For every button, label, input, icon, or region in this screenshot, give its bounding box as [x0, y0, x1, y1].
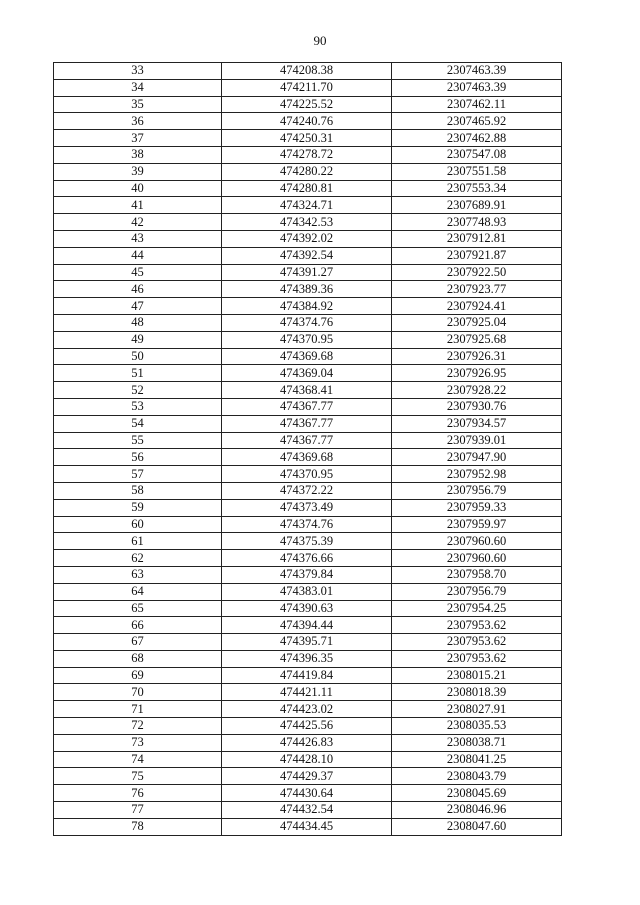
y-coordinate-cell: 2307930.76 [392, 398, 562, 415]
y-coordinate-cell: 2307939.01 [392, 432, 562, 449]
y-coordinate-cell: 2307960.60 [392, 533, 562, 550]
x-coordinate-cell: 474434.45 [222, 818, 392, 835]
y-coordinate-cell: 2307923.77 [392, 281, 562, 298]
x-coordinate-cell: 474225.52 [222, 96, 392, 113]
x-coordinate-cell: 474369.04 [222, 365, 392, 382]
table-row [54, 398, 562, 415]
y-coordinate-cell: 2307952.98 [392, 466, 562, 483]
point-number-cell: 41 [54, 197, 222, 214]
y-coordinate-cell: 2307959.33 [392, 499, 562, 516]
table-row [54, 449, 562, 466]
x-coordinate-cell: 474250.31 [222, 130, 392, 147]
table-row [54, 550, 562, 567]
table-row [54, 264, 562, 281]
x-coordinate-cell: 474370.95 [222, 466, 392, 483]
y-coordinate-cell: 2307462.11 [392, 96, 562, 113]
point-number-cell: 64 [54, 583, 222, 600]
point-number-cell: 70 [54, 684, 222, 701]
coordinates-table-body [54, 63, 562, 836]
x-coordinate-cell: 474390.63 [222, 600, 392, 617]
x-coordinate-cell: 474389.36 [222, 281, 392, 298]
x-coordinate-cell: 474396.35 [222, 650, 392, 667]
table-row [54, 751, 562, 768]
x-coordinate-cell: 474208.38 [222, 63, 392, 80]
table-row [54, 382, 562, 399]
point-number-cell: 46 [54, 281, 222, 298]
y-coordinate-cell: 2307928.22 [392, 382, 562, 399]
table-row [54, 247, 562, 264]
point-number-cell: 57 [54, 466, 222, 483]
y-coordinate-cell: 2307925.68 [392, 331, 562, 348]
point-number-cell: 72 [54, 718, 222, 735]
x-coordinate-cell: 474391.27 [222, 264, 392, 281]
y-coordinate-cell: 2307956.79 [392, 583, 562, 600]
point-number-cell: 77 [54, 802, 222, 819]
y-coordinate-cell: 2308035.53 [392, 718, 562, 735]
point-number-cell: 78 [54, 818, 222, 835]
y-coordinate-cell: 2307926.31 [392, 348, 562, 365]
point-number-cell: 73 [54, 734, 222, 751]
table-row [54, 684, 562, 701]
table-row [54, 96, 562, 113]
table-row [54, 650, 562, 667]
y-coordinate-cell: 2307689.91 [392, 197, 562, 214]
x-coordinate-cell: 474324.71 [222, 197, 392, 214]
table-row [54, 617, 562, 634]
x-coordinate-cell: 474367.77 [222, 432, 392, 449]
y-coordinate-cell: 2308038.71 [392, 734, 562, 751]
x-coordinate-cell: 474278.72 [222, 146, 392, 163]
point-number-cell: 74 [54, 751, 222, 768]
table-row [54, 466, 562, 483]
x-coordinate-cell: 474425.56 [222, 718, 392, 735]
x-coordinate-cell: 474379.84 [222, 566, 392, 583]
point-number-cell: 61 [54, 533, 222, 550]
table-row [54, 768, 562, 785]
point-number-cell: 55 [54, 432, 222, 449]
x-coordinate-cell: 474395.71 [222, 634, 392, 651]
x-coordinate-cell: 474369.68 [222, 449, 392, 466]
point-number-cell: 63 [54, 566, 222, 583]
point-number-cell: 52 [54, 382, 222, 399]
y-coordinate-cell: 2308041.25 [392, 751, 562, 768]
point-number-cell: 75 [54, 768, 222, 785]
table-row [54, 516, 562, 533]
table-row [54, 415, 562, 432]
point-number-cell: 44 [54, 247, 222, 264]
point-number-cell: 76 [54, 785, 222, 802]
table-row [54, 79, 562, 96]
y-coordinate-cell: 2307954.25 [392, 600, 562, 617]
y-coordinate-cell: 2308047.60 [392, 818, 562, 835]
table-row [54, 130, 562, 147]
point-number-cell: 45 [54, 264, 222, 281]
table-row [54, 331, 562, 348]
table-row [54, 667, 562, 684]
table-row [54, 314, 562, 331]
table-row [54, 63, 562, 80]
table-row [54, 146, 562, 163]
point-number-cell: 71 [54, 701, 222, 718]
y-coordinate-cell: 2307959.97 [392, 516, 562, 533]
y-coordinate-cell: 2307465.92 [392, 113, 562, 130]
x-coordinate-cell: 474280.81 [222, 180, 392, 197]
point-number-cell: 68 [54, 650, 222, 667]
x-coordinate-cell: 474367.77 [222, 398, 392, 415]
y-coordinate-cell: 2307956.79 [392, 482, 562, 499]
x-coordinate-cell: 474392.54 [222, 247, 392, 264]
point-number-cell: 56 [54, 449, 222, 466]
point-number-cell: 60 [54, 516, 222, 533]
table-row [54, 718, 562, 735]
y-coordinate-cell: 2307953.62 [392, 650, 562, 667]
y-coordinate-cell: 2307947.90 [392, 449, 562, 466]
table-row [54, 482, 562, 499]
table-row [54, 499, 562, 516]
x-coordinate-cell: 474392.02 [222, 230, 392, 247]
point-number-cell: 47 [54, 298, 222, 315]
x-coordinate-cell: 474432.54 [222, 802, 392, 819]
x-coordinate-cell: 474374.76 [222, 516, 392, 533]
y-coordinate-cell: 2307547.08 [392, 146, 562, 163]
point-number-cell: 37 [54, 130, 222, 147]
table-row [54, 583, 562, 600]
point-number-cell: 43 [54, 230, 222, 247]
x-coordinate-cell: 474369.68 [222, 348, 392, 365]
table-row [54, 734, 562, 751]
y-coordinate-cell: 2307551.58 [392, 163, 562, 180]
x-coordinate-cell: 474240.76 [222, 113, 392, 130]
point-number-cell: 53 [54, 398, 222, 415]
table-row [54, 785, 562, 802]
x-coordinate-cell: 474429.37 [222, 768, 392, 785]
y-coordinate-cell: 2307953.62 [392, 634, 562, 651]
table-row [54, 113, 562, 130]
point-number-cell: 33 [54, 63, 222, 80]
point-number-cell: 42 [54, 214, 222, 231]
table-row [54, 197, 562, 214]
x-coordinate-cell: 474211.70 [222, 79, 392, 96]
coordinates-table [53, 62, 562, 836]
point-number-cell: 36 [54, 113, 222, 130]
table-row [54, 230, 562, 247]
y-coordinate-cell: 2307926.95 [392, 365, 562, 382]
y-coordinate-cell: 2307925.04 [392, 314, 562, 331]
x-coordinate-cell: 474370.95 [222, 331, 392, 348]
page-number: 90 [313, 33, 327, 48]
y-coordinate-cell: 2308015.21 [392, 667, 562, 684]
table-row [54, 533, 562, 550]
x-coordinate-cell: 474372.22 [222, 482, 392, 499]
x-coordinate-cell: 474430.64 [222, 785, 392, 802]
y-coordinate-cell: 2307463.39 [392, 79, 562, 96]
y-coordinate-cell: 2307462.88 [392, 130, 562, 147]
point-number-cell: 67 [54, 634, 222, 651]
table-row [54, 163, 562, 180]
x-coordinate-cell: 474375.39 [222, 533, 392, 550]
x-coordinate-cell: 474421.11 [222, 684, 392, 701]
table-row [54, 634, 562, 651]
x-coordinate-cell: 474428.10 [222, 751, 392, 768]
y-coordinate-cell: 2308046.96 [392, 802, 562, 819]
x-coordinate-cell: 474394.44 [222, 617, 392, 634]
point-number-cell: 69 [54, 667, 222, 684]
y-coordinate-cell: 2308018.39 [392, 684, 562, 701]
y-coordinate-cell: 2307748.93 [392, 214, 562, 231]
x-coordinate-cell: 474423.02 [222, 701, 392, 718]
table-row [54, 432, 562, 449]
x-coordinate-cell: 474374.76 [222, 314, 392, 331]
y-coordinate-cell: 2307463.39 [392, 63, 562, 80]
table-row [54, 281, 562, 298]
table-row [54, 818, 562, 835]
x-coordinate-cell: 474342.53 [222, 214, 392, 231]
point-number-cell: 48 [54, 314, 222, 331]
y-coordinate-cell: 2308043.79 [392, 768, 562, 785]
y-coordinate-cell: 2307953.62 [392, 617, 562, 634]
point-number-cell: 49 [54, 331, 222, 348]
y-coordinate-cell: 2307553.34 [392, 180, 562, 197]
x-coordinate-cell: 474426.83 [222, 734, 392, 751]
y-coordinate-cell: 2308045.69 [392, 785, 562, 802]
point-number-cell: 54 [54, 415, 222, 432]
point-number-cell: 65 [54, 600, 222, 617]
point-number-cell: 38 [54, 146, 222, 163]
y-coordinate-cell: 2307924.41 [392, 298, 562, 315]
table-row [54, 701, 562, 718]
y-coordinate-cell: 2307934.57 [392, 415, 562, 432]
point-number-cell: 39 [54, 163, 222, 180]
point-number-cell: 35 [54, 96, 222, 113]
x-coordinate-cell: 474384.92 [222, 298, 392, 315]
table-row [54, 298, 562, 315]
point-number-cell: 51 [54, 365, 222, 382]
y-coordinate-cell: 2307912.81 [392, 230, 562, 247]
table-row [54, 214, 562, 231]
point-number-cell: 50 [54, 348, 222, 365]
table-row [54, 802, 562, 819]
point-number-cell: 59 [54, 499, 222, 516]
table-row [54, 600, 562, 617]
point-number-cell: 66 [54, 617, 222, 634]
y-coordinate-cell: 2307921.87 [392, 247, 562, 264]
point-number-cell: 34 [54, 79, 222, 96]
x-coordinate-cell: 474383.01 [222, 583, 392, 600]
point-number-cell: 58 [54, 482, 222, 499]
x-coordinate-cell: 474419.84 [222, 667, 392, 684]
table-row [54, 348, 562, 365]
x-coordinate-cell: 474367.77 [222, 415, 392, 432]
x-coordinate-cell: 474376.66 [222, 550, 392, 567]
y-coordinate-cell: 2308027.91 [392, 701, 562, 718]
x-coordinate-cell: 474373.49 [222, 499, 392, 516]
table-row [54, 566, 562, 583]
x-coordinate-cell: 474280.22 [222, 163, 392, 180]
y-coordinate-cell: 2307960.60 [392, 550, 562, 567]
point-number-cell: 40 [54, 180, 222, 197]
y-coordinate-cell: 2307958.70 [392, 566, 562, 583]
y-coordinate-cell: 2307922.50 [392, 264, 562, 281]
point-number-cell: 62 [54, 550, 222, 567]
x-coordinate-cell: 474368.41 [222, 382, 392, 399]
table-row [54, 180, 562, 197]
table-row [54, 365, 562, 382]
